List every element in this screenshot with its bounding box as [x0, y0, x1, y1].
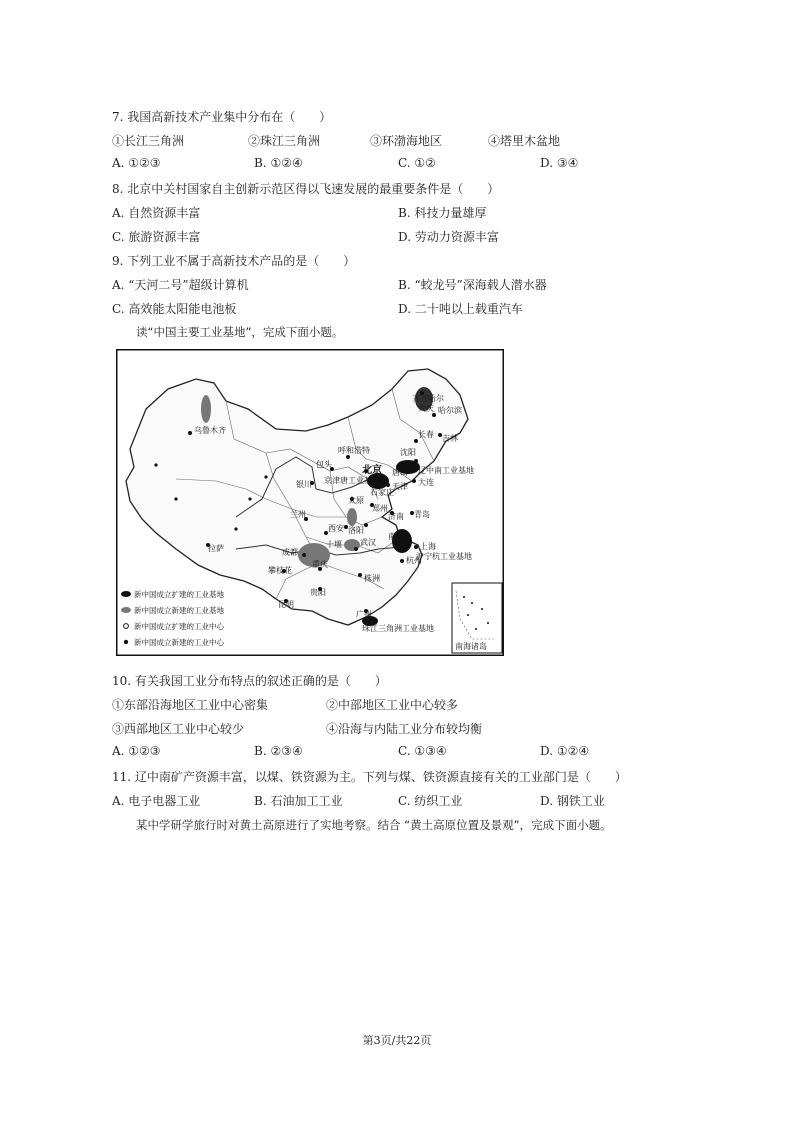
map-label: 成都	[282, 548, 298, 557]
south-china-sea-inset	[452, 583, 502, 653]
q9-option-a[interactable]: A. “天河二号”超级计算机	[112, 278, 249, 292]
q11-stem: 11. 辽中南矿产资源丰富，以煤、铁资源为主。下列与煤、铁资源直接有关的工业部门是（ ）	[112, 770, 627, 784]
legend-item: 新中国成立新建的工业中心	[134, 638, 224, 647]
q7-stem: 7. 我国高新技术产业集中分布在（ ）	[112, 110, 332, 124]
q10-item-4: ④沿海与内陆工业分布较均衡	[326, 722, 483, 736]
map-label: 沪宁杭工业基地	[416, 552, 472, 561]
map-label: 大庆	[418, 404, 434, 413]
map-label: 齐齐哈尔	[412, 394, 444, 403]
map-label: 吉林	[442, 434, 458, 443]
map-label: 十堰	[326, 540, 342, 549]
shanxi-base	[347, 508, 357, 526]
q10-option-a[interactable]: A. ①②③	[112, 744, 161, 758]
map-label: 乌鲁木齐	[194, 426, 226, 435]
q8-option-b[interactable]: B. 科技力量雄厚	[398, 206, 487, 220]
q7-option-b[interactable]: B. ①②④	[254, 156, 303, 170]
legend-item: 新中国成立新建的工业基地	[134, 606, 224, 615]
map-label: 北京	[362, 465, 382, 476]
map-label: 太原	[348, 496, 364, 505]
map-label: 呼和浩特	[338, 446, 370, 455]
map-label: 银川	[296, 480, 312, 489]
map-label: 西安	[328, 524, 344, 533]
q10-item-1: ①东部沿海地区工业中心密集	[112, 698, 269, 712]
map-label: 株洲	[364, 574, 380, 583]
q10-option-b[interactable]: B. ②③④	[254, 744, 303, 758]
map-label: 昆明	[278, 600, 294, 609]
q10-option-d[interactable]: D. ①②④	[540, 744, 590, 758]
loess-intro: 某中学研学旅行时对黄土高原进行了实地考察。结合 “黄土高原位置及景观”，完成下面小题。	[136, 818, 612, 832]
map-label: 重庆	[312, 560, 328, 569]
legend-item: 新中国成立扩建的工业中心	[134, 622, 224, 631]
q10-item-3: ③西部地区工业中心较少	[112, 722, 245, 736]
xinjiang-base	[201, 395, 211, 423]
q7-option-d[interactable]: D. ③④	[540, 156, 579, 170]
map-label: 广州	[356, 610, 372, 619]
legend-item: 新中国成立扩建的工业基地	[134, 590, 224, 599]
q11-option-a[interactable]: A. 电子电器工业	[112, 794, 201, 808]
map-label: 武汉	[360, 538, 376, 547]
map-label: 长春	[418, 430, 434, 439]
q9-option-b[interactable]: B. “蛟龙号”深海载人潜水器	[398, 278, 547, 292]
map-label: 兰州	[290, 510, 306, 519]
map-label: 济南	[388, 512, 404, 521]
q9-stem: 9. 下列工业不属于高新技术产品的是（ ）	[112, 254, 356, 268]
q7-item-2: ②珠江三角洲	[248, 134, 321, 148]
q10-stem: 10. 有关我国工业分布特点的叙述正确的是（ ）	[112, 674, 387, 688]
q8-option-a[interactable]: A. 自然资源丰富	[112, 206, 201, 220]
map-label: 郑州	[372, 504, 388, 513]
map-label: 杭州	[406, 556, 422, 565]
map-label: 哈尔滨	[438, 406, 462, 415]
map-label: 沈阳	[400, 448, 416, 457]
q11-option-d[interactable]: D. 钢铁工业	[540, 794, 605, 808]
map-label: 大连	[418, 478, 434, 487]
map-label: 洛阳	[348, 526, 364, 535]
q11-option-b[interactable]: B. 石油加工工业	[254, 794, 343, 808]
map-intro: 读“中国主要工业基地”，完成下面小题。	[136, 325, 344, 339]
map-label: 攀枝花	[268, 566, 292, 575]
q8-option-d[interactable]: D. 劳动力资源丰富	[398, 230, 499, 244]
map-label: 拉萨	[208, 544, 224, 553]
q7-item-4: ④塔里木盆地	[488, 134, 561, 148]
map-label: 唐山	[392, 468, 408, 477]
q10-item-2: ②中部地区工业中心较多	[326, 698, 459, 712]
q7-option-a[interactable]: A. ①②③	[112, 156, 161, 170]
q8-option-c[interactable]: C. 旅游资源丰富	[112, 230, 201, 244]
q7-item-3: ③环渤海地区	[370, 134, 443, 148]
map-label: 贵阳	[310, 588, 326, 597]
map-label: 青岛	[414, 510, 430, 519]
map-label: 珠江三角洲工业基地	[362, 624, 434, 633]
q7-option-c[interactable]: C. ①②	[398, 156, 436, 170]
china-industrial-map	[116, 349, 504, 656]
q7-item-1: ①长江三角洲	[112, 134, 185, 148]
map-label: 石家庄	[370, 488, 394, 497]
map-label: 天津	[392, 482, 408, 491]
map-label: 上海	[420, 542, 436, 551]
map-label: 南京	[388, 532, 404, 541]
q9-option-d[interactable]: D. 二十吨以上载重汽车	[398, 302, 523, 316]
q11-option-c[interactable]: C. 纺织工业	[398, 794, 463, 808]
q8-stem: 8. 北京中关村国家自主创新示范区得以飞速发展的最重要条件是（ ）	[112, 182, 500, 196]
map-label: 南海诸岛	[455, 642, 487, 651]
map-label: 京津唐工业基地	[324, 476, 380, 485]
q9-option-c[interactable]: C. 高效能太阳能电池板	[112, 302, 237, 316]
map-label: 包头	[316, 460, 332, 469]
page-number: 第3页/共22页	[362, 1034, 432, 1047]
q10-option-c[interactable]: C. ①③④	[398, 744, 447, 758]
map-label: 辽中南工业基地	[418, 466, 474, 475]
